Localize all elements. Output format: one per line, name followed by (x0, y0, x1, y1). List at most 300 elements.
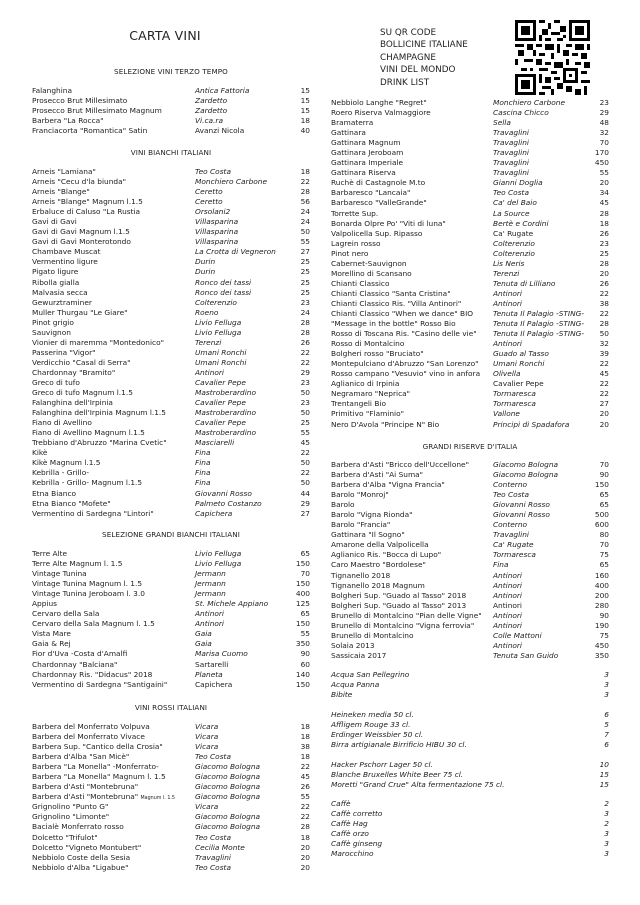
item-name: Aglianico di Irpinia (331, 379, 400, 389)
menu-item (32, 649, 310, 659)
item-price: 200 (594, 590, 609, 600)
item-name: Bonarda Olpre Po' "Viti di luna" (331, 218, 446, 228)
item-name: Barolo "Monroj" (331, 490, 389, 500)
menu-item (331, 780, 609, 790)
item-producer: Teo Costa (195, 862, 231, 872)
item-price: 280 (594, 600, 609, 610)
item-price: 48 (599, 118, 609, 128)
item-price: 400 (594, 580, 609, 590)
menu-item (32, 833, 310, 843)
menu-item (331, 279, 609, 289)
menu-item (331, 168, 609, 178)
item-producer: Marisa Cuomo (195, 649, 248, 659)
menu-item (331, 530, 609, 540)
item-name: Chianti Classico "Santa Cristina" (331, 288, 451, 298)
item-price: 80 (599, 530, 609, 540)
item-name: Amarone della Valpolicella (331, 540, 429, 550)
item-producer: Tenuta Il Palagio -STING- (493, 319, 585, 329)
item-producer: Ca' Rugate (493, 228, 534, 238)
item-producer: Antinori (493, 298, 522, 308)
item-price: 350 (295, 639, 310, 649)
item-name: Arneis "Blange" Magnum l.1.5 (32, 197, 143, 207)
item-producer: Antinori (493, 288, 522, 298)
qr-line: BOLLICINE ITALIANE (380, 40, 468, 51)
section-title-terzo-tempo: SELEZIONE VINI TERZO TEMPO (114, 67, 228, 76)
item-name: Hacker Pschorr Lager 50 cl. (331, 760, 433, 769)
item-name: Erbaluce di Caluso "La Rustia (32, 207, 141, 217)
item-price: 32 (599, 339, 609, 349)
item-name: Barbera "La Monella" -Monferrato- (32, 762, 159, 772)
item-producer: Cavalier Pepe (195, 418, 246, 428)
item-producer: Fina (493, 560, 509, 570)
item-producer: Zardetto (195, 106, 228, 116)
item-price: 15 (599, 780, 609, 790)
item-name: Rosso di Toscana Ris. "Casino delle vie" (331, 329, 477, 339)
item-producer: Antinori (195, 619, 224, 629)
menu-item (331, 148, 609, 158)
item-name: Arneis "Cecu d'la biunda" (32, 177, 127, 187)
item-producer: Tormaresca (493, 550, 536, 560)
menu-item (32, 579, 310, 589)
menu-item (32, 338, 310, 348)
item-name: Kebrilla - Grillo- (32, 468, 90, 478)
item-producer: Travaglini (493, 158, 529, 168)
item-producer: Lis Neris (493, 258, 525, 268)
item-producer: Ronco dei tassi (195, 277, 252, 287)
item-producer: Umani Ronchi (195, 347, 247, 357)
menu-item (331, 98, 609, 108)
item-price: 50 (300, 227, 310, 237)
menu-item (32, 378, 310, 388)
item-producer: Jermann (195, 589, 226, 599)
item-producer: Colterenzio (493, 238, 535, 248)
section-title-bianchi: VINI BIANCHI ITALIANI (130, 148, 212, 157)
item-producer: Cecilia Monte (195, 842, 245, 852)
item-name: Chardonnay Ris. "Didacus" 2018 (32, 669, 153, 679)
item-name: Morellino di Scansano (331, 268, 412, 278)
item-price: 23 (300, 398, 310, 408)
item-name: Bibite (331, 690, 353, 700)
item-name: Bramaterra (331, 118, 374, 128)
item-price: 20 (300, 852, 310, 862)
item-price: 18 (300, 116, 310, 126)
menu-item (32, 822, 310, 832)
menu-item (331, 188, 609, 198)
menu-item (32, 267, 310, 277)
item-producer: Giacomo Bologna (195, 762, 261, 772)
item-producer: Durin (195, 257, 216, 267)
item-name: Greco di tufo (32, 377, 80, 387)
item-price: 6 (604, 710, 609, 719)
item-price: 25 (300, 418, 310, 428)
item-name: Etna Bianco (32, 488, 77, 498)
item-producer: Gianni Doglia (493, 178, 543, 188)
item-producer: Antinori (493, 570, 522, 580)
menu-item (331, 369, 609, 379)
item-producer: Mastroberardino (195, 428, 257, 438)
item-price: 50 (300, 408, 310, 418)
item-price: 22 (599, 288, 609, 298)
item-name: Malvasia secca (32, 287, 88, 297)
item-name: Gattinara Imperiale (331, 158, 404, 168)
item-producer: Olivella (493, 369, 521, 379)
menu-item (331, 158, 609, 168)
item-name: Prosecco Brut Millesimato (32, 96, 128, 106)
item-producer: Antinori (493, 640, 522, 650)
item-producer: La Source (493, 208, 530, 218)
menu-item (331, 540, 609, 550)
item-price: 44 (300, 488, 310, 498)
item-producer: Tormaresca (493, 399, 536, 409)
menu-item (331, 490, 609, 500)
item-name: Barbera d'Alba "San Micè" (32, 752, 130, 762)
item-name: Chianti Classico "When we dance" BIO (331, 308, 474, 318)
menu-item (32, 863, 310, 873)
item-price: 28 (300, 187, 310, 197)
item-price: 450 (594, 158, 609, 168)
item-producer: Giovanni Rosso (493, 510, 550, 520)
menu-item (32, 792, 310, 802)
menu-item (331, 389, 609, 399)
item-price: 3 (604, 829, 609, 839)
item-price: 60 (300, 659, 310, 669)
item-producer: Mastroberardino (195, 408, 257, 418)
item-name: Vermentino di Sardegna "Lintori" (32, 508, 154, 518)
qr-code-icon[interactable] (515, 20, 590, 95)
menu-item (331, 269, 609, 279)
menu-item (331, 510, 609, 520)
item-name: Falanghina dell'Irpinia Magnum l.1.5 (32, 408, 166, 418)
qr-line: VINI DEL MONDO (380, 65, 456, 76)
item-name: Gattinara (331, 128, 366, 138)
item-producer: Fina (195, 468, 211, 478)
item-name: Barbera d'Asti "Montebruna" (32, 782, 139, 792)
item-name-size: Magnum l. 1.5 (140, 796, 175, 802)
item-price: 3 (604, 670, 609, 679)
menu-item (32, 318, 310, 328)
menu-item (32, 509, 310, 519)
menu-item (331, 601, 609, 611)
item-name: Barbera del Monferrato Volpuva (32, 722, 150, 731)
item-price: 18 (300, 167, 310, 176)
item-name: Brunello di Montalcino "Pian delle Vigne" (331, 610, 482, 620)
item-price: 65 (300, 609, 310, 619)
item-producer: Teo Costa (195, 167, 231, 176)
item-name: Roero Riserva Valmaggiore (331, 108, 431, 118)
menu-item (32, 549, 310, 559)
item-price: 400 (295, 589, 310, 599)
item-producer: Giacomo Bologna (195, 792, 261, 802)
item-price: 90 (599, 470, 609, 480)
item-price: 18 (300, 732, 310, 742)
item-producer: Vicara (195, 742, 219, 752)
menu-item (331, 379, 609, 389)
item-price: 27 (599, 399, 609, 409)
item-price: 25 (599, 248, 609, 258)
item-name: Bolgheri Sup. "Guado al Tasso" 2013 (331, 600, 467, 610)
section-title-grandi-bianchi: SELEZIONE GRANDI BIANCHI ITALIANI (102, 530, 240, 539)
item-producer: Giacomo Bologna (195, 772, 261, 782)
item-price: 125 (295, 599, 310, 609)
item-price: 26 (599, 278, 609, 288)
menu-item (32, 247, 310, 257)
menu-item (331, 219, 609, 229)
item-price: 27 (300, 247, 310, 257)
menu-item (331, 799, 609, 809)
item-producer: Vallone (493, 409, 520, 419)
menu-item (32, 116, 310, 126)
item-name: Birra artigianale Birrificio HIBU 30 cl. (331, 740, 467, 750)
item-name: Chardonnay "Bramito" (32, 367, 116, 377)
item-producer: Capichera (195, 508, 233, 518)
item-name: Bacialè Monferrato rosso (32, 822, 124, 832)
menu-item (32, 86, 310, 96)
item-price: 50 (300, 458, 310, 468)
item-price: 55 (300, 792, 310, 802)
item-name: Tignanello 2018 Magnum (331, 580, 425, 590)
menu-item (32, 589, 310, 599)
menu-item (32, 177, 310, 187)
item-name: Aglianico Ris. "Bocca di Lupo" (331, 550, 442, 560)
menu-item (331, 128, 609, 138)
item-producer: Livio Felluga (195, 559, 242, 569)
item-name: Montepulciano d'Abruzzo "San Lorenzo" (331, 359, 479, 369)
item-price: 10 (599, 760, 609, 769)
item-name: Torrette Sup. (331, 208, 379, 218)
item-name: Falanghina (32, 86, 73, 95)
item-producer: Roeno (195, 307, 219, 317)
item-producer: Giacomo Bologna (493, 470, 559, 480)
item-producer: Ca' Rugate (493, 540, 534, 550)
item-name: Barbera Sup. "Cantico della Crosia" (32, 742, 163, 752)
item-price: 27 (300, 508, 310, 518)
item-name: Grignolino "Punto G" (32, 802, 109, 812)
item-producer: Fina (195, 458, 211, 468)
item-name: Rosso di Montalcino (331, 339, 405, 349)
menu-item (32, 639, 310, 649)
item-price: 39 (599, 349, 609, 359)
item-name: Chianti Classico Ris. "Villa Antinori" (331, 298, 462, 308)
item-name: Barbera "La Monella" Magnum l. 1.5 (32, 772, 166, 782)
item-producer: Cascina Chicco (493, 108, 549, 118)
menu-item (331, 470, 609, 480)
menu-item (331, 178, 609, 188)
menu-item (331, 809, 609, 819)
item-name: Nebbiolo Langhe "Regret" (331, 98, 427, 107)
item-producer: Villasparina (195, 237, 239, 247)
item-name: Brunello di Montalcino "Vigna ferrovia" (331, 620, 475, 630)
item-name: Barbaresco "Lancaia" (331, 188, 411, 198)
item-producer: Livio Felluga (195, 317, 242, 327)
item-producer: Antinori (493, 620, 522, 630)
item-price: 50 (300, 478, 310, 488)
menu-item (331, 829, 609, 839)
menu-item (331, 611, 609, 621)
menu-item (32, 167, 310, 177)
menu-item (331, 760, 609, 770)
item-name: Sauvignon (32, 327, 71, 337)
menu-item (331, 359, 609, 369)
item-name: Erdinger Weissbier 50 cl. (331, 730, 424, 740)
item-producer: Planeta (195, 669, 223, 679)
item-price: 170 (594, 148, 609, 158)
menu-item (331, 339, 609, 349)
item-producer: Monchiero Carbone (195, 177, 268, 187)
menu-item (331, 399, 609, 409)
caffe-list (331, 799, 609, 859)
item-name: Caffè (331, 799, 351, 808)
menu-item (32, 599, 310, 609)
menu-item (32, 499, 310, 509)
item-price: 15 (300, 86, 310, 95)
item-name: Lagrein rosso (331, 238, 381, 248)
menu-item (32, 237, 310, 247)
item-producer: Villasparina (195, 227, 239, 237)
item-producer: Cavalier Pepe (493, 379, 544, 389)
item-producer: Teo Costa (493, 490, 529, 500)
item-producer: Teo Costa (195, 752, 231, 762)
item-price: 150 (295, 559, 310, 569)
grandi-riserve-list (331, 460, 609, 661)
item-producer: Conterno (493, 520, 528, 530)
item-price: 55 (599, 168, 609, 178)
page-title: CARTA VINI (129, 28, 201, 43)
menu-item (331, 229, 609, 239)
item-price: 160 (594, 570, 609, 580)
menu-item (331, 249, 609, 259)
item-name: Vionier di maremma "Montedonico" (32, 337, 165, 347)
item-producer: Gaia (195, 629, 212, 639)
item-producer: Colterenzio (493, 248, 535, 258)
item-name: Primitivo "Flaminio" (331, 409, 405, 419)
item-name: Cervaro della Sala Magnum l. 1.5 (32, 619, 155, 629)
item-price: 29 (300, 498, 310, 508)
item-name: Vintage Tunina Magnum l. 1.5 (32, 579, 143, 589)
item-name: Arneis "Blange" (32, 187, 90, 197)
item-name: Cervaro della Sala (32, 609, 100, 619)
item-price: 65 (599, 490, 609, 500)
item-name: Gattinara Magnum (331, 138, 401, 148)
item-price: 3 (604, 849, 609, 859)
menu-item (32, 569, 310, 579)
item-name: Vermentino ligure (32, 257, 98, 267)
menu-item (32, 388, 310, 398)
item-name: Pigato ligure (32, 267, 79, 277)
item-producer: Bertè e Cordini (493, 218, 549, 228)
item-producer: Travaglini (493, 530, 529, 540)
item-producer: Antinori (195, 609, 224, 619)
menu-item (331, 581, 609, 591)
item-name: Moretti "Grand Crue" Alta fermentazione 75 cl. (331, 780, 505, 790)
menu-item (331, 299, 609, 309)
menu-item (331, 550, 609, 560)
item-price: 25 (300, 267, 310, 277)
menu-item (32, 448, 310, 458)
item-producer: Cavalier Pepe (195, 398, 246, 408)
menu-item (331, 289, 609, 299)
item-price: 3 (604, 809, 609, 819)
menu-item (32, 298, 310, 308)
item-producer: Tenuta San Guido (493, 650, 559, 660)
item-name: Barbera d'Asti "Bricco dell'Uccellone" (331, 460, 470, 469)
item-price: 140 (295, 669, 310, 679)
menu-item (32, 752, 310, 762)
item-producer: Colterenzio (195, 297, 237, 307)
item-price: 3 (604, 839, 609, 849)
item-producer: Travaglini (493, 138, 529, 148)
item-name: Gavi di Gavi Magnum l.1.5 (32, 227, 130, 237)
item-price: 20 (599, 409, 609, 419)
item-price: 22 (300, 357, 310, 367)
menu-item (331, 770, 609, 780)
item-producer: Vicara (195, 732, 219, 742)
item-price: 45 (300, 772, 310, 782)
menu-item (331, 710, 609, 720)
item-price: 22 (300, 802, 310, 812)
item-price: 29 (300, 367, 310, 377)
qr-line: DRINK LIST (380, 77, 430, 88)
item-name: Vista Mare (32, 629, 71, 639)
item-price: 50 (599, 329, 609, 339)
item-name: Caro Maestro "Bordolese" (331, 560, 426, 570)
item-producer: Umani Ronchi (195, 357, 247, 367)
menu-item (32, 680, 310, 690)
menu-item (32, 197, 310, 207)
menu-item (32, 468, 310, 478)
item-price: 38 (300, 742, 310, 752)
menu-item (32, 660, 310, 670)
item-name: Gaia & Rej (32, 639, 71, 649)
item-name: Arneis "Lamiana" (32, 167, 96, 176)
item-producer: Masciarelli (195, 438, 235, 448)
item-name: Barolo "Vigna Rionda" (331, 510, 413, 520)
menu-item (331, 460, 609, 470)
menu-item (331, 670, 609, 680)
menu-item (331, 138, 609, 148)
menu-item (32, 278, 310, 288)
item-name: Negramaro "Neprica" (331, 389, 411, 399)
menu-item (32, 428, 310, 438)
menu-item (32, 812, 310, 822)
item-producer: Travaglini (195, 852, 231, 862)
item-name: Blanche Bruxelles White Beer 75 cl. (331, 770, 464, 780)
item-price: 26 (300, 782, 310, 792)
menu-item (331, 319, 609, 329)
menu-item (32, 257, 310, 267)
menu-item (331, 520, 609, 530)
item-name: Valpolicella Sup. Ripasso (331, 228, 423, 238)
item-price: 22 (300, 762, 310, 772)
item-producer: Zardetto (195, 96, 228, 106)
item-producer: Fina (195, 448, 211, 458)
menu-item (32, 670, 310, 680)
item-producer: Giacomo Bologna (195, 822, 261, 832)
item-producer: Terenzi (493, 268, 520, 278)
item-name: Barbera d'Asti "Montebruna" Magnum l. 1.5 (32, 792, 175, 802)
item-name: Acqua San Pellegrino (331, 670, 410, 679)
menu-item (331, 651, 609, 661)
item-producer: Giovanni Rosso (493, 500, 550, 510)
item-name: Caffè Hag (331, 819, 368, 829)
item-producer: Orsolani2 (195, 207, 231, 217)
menu-item (331, 198, 609, 208)
menu-item (331, 730, 609, 740)
item-producer: Durin (195, 267, 216, 277)
item-price: 150 (295, 579, 310, 589)
item-producer: La Crotta di Vegneron (195, 247, 276, 257)
menu-item (32, 227, 310, 237)
menu-item (32, 732, 310, 742)
